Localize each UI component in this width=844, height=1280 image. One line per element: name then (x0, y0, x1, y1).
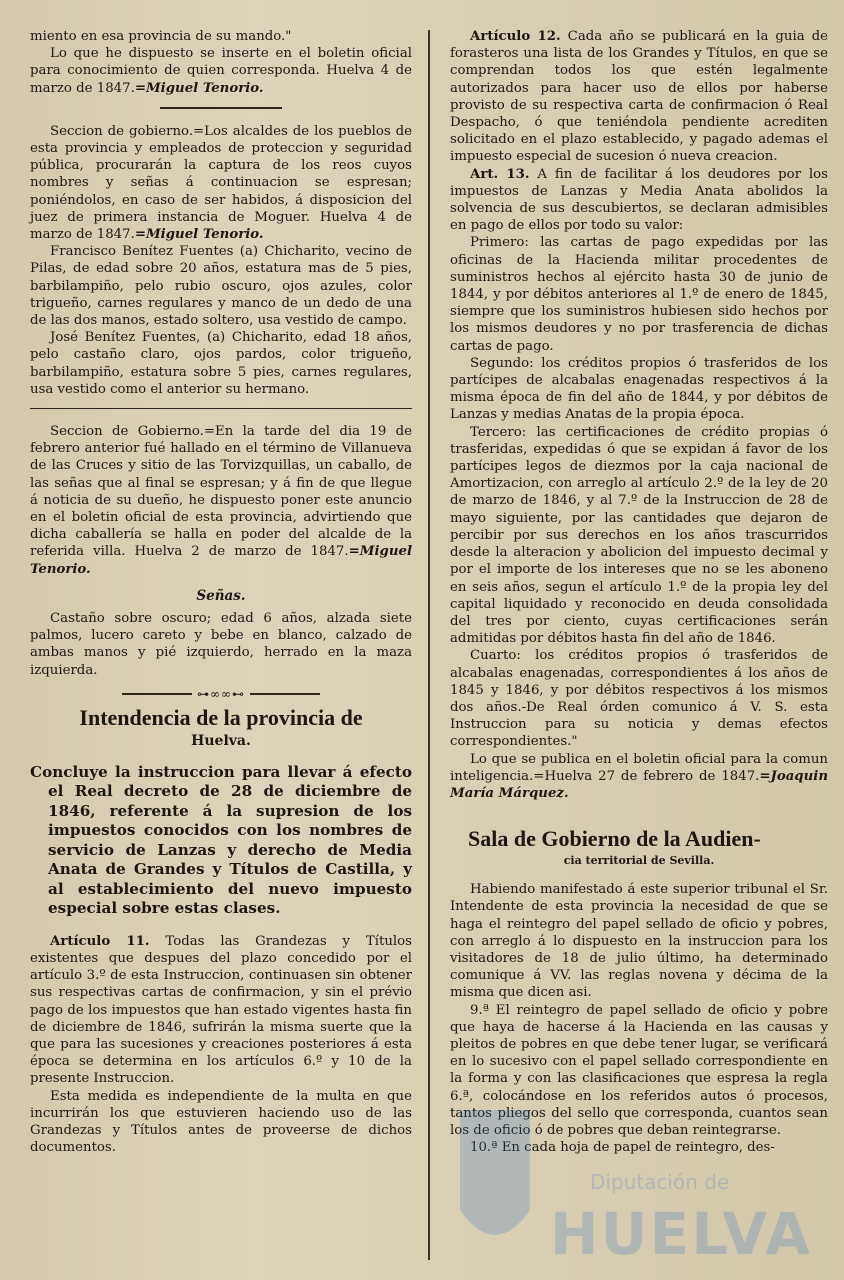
signature: =Miguel Tenorio. (30, 544, 412, 577)
signature: =Joaquin María Márquez. (450, 768, 828, 801)
ornament-divider (30, 687, 412, 701)
paragraph-primero: Primero: las cartas de pago expedidas por las oficinas de la Hacienda militar procedentes de suministros hechos al ejército hasta 30 de junio de 1844, y por débitos anteriores al 1.º de enero de 1845, siempre que los suministros hubiesen sido hechos por los mismos deudores y no por trasferencia de dichas cartas de pago. (450, 235, 828, 354)
paragraph-notice: Lo que he dispuesto se inserte en el boletin oficial para conocimiento de quien corresponda. Huelva 4 de marzo de 1847.=Miguel Tenorio. (30, 46, 412, 96)
paragraph-regla-9: 9.ª El reintegro de papel sellado de oficio y pobre que haya de hacerse á la Hacienda en las causas y pleitos de pobres en que debe tener lugar, se verificará en lo sucesivo con el papel sellado correspondiente en la forma y con las clasificaciones que espresa la regla 6.ª, colocándose en los referidos autos ó procesos, tantos pliegos del sello que corresponda, cuantos sean los de oficio ó de pobres que deban reintegrarse. (450, 1002, 828, 1138)
article-label: Artículo 12. (470, 29, 561, 44)
watermark-small-text: Diputación de (590, 1170, 730, 1194)
separator-rule (30, 408, 412, 409)
separator-rule (160, 107, 282, 109)
column-divider (428, 30, 430, 1260)
paragraph-reo-francisco: Francisco Benítez Fuentes (a) Chicharito, vecino de Pilas, de edad sobre 20 años, estatura mas de 5 pies, barbilampiño, pelo rubio oscuro, ojos azules, color trigueño, carnes regulares y manco de un dedo de una de las dos manos, estado soltero, usa vestido de campo. (30, 244, 412, 329)
paragraph-articulo-13: Art. 13. A fin de facilitar á los deudores por los impuestos de Lanzas y Media Anata abolidos la solvencia de sus descubiertos, se declaran admisibles en pago de ellos por todo su valor: (450, 166, 829, 234)
continuation-line: miento en esa provincia de su mando." (30, 29, 292, 44)
paragraph-articulo-12: Artículo 12. Cada año se publicará en la guia de forasteros una lista de los Grandes y Títulos, en que se comprendan todos los que estén legalmente autorizados para hacer uso de ellos por haberse provisto de su respectiva carta de confirmacion ó Real Despacho, ó que teniéndola pendiente acrediten solicitado en el plazo establecido, y pagado ademas el impuesto especial de sucesion ó nueva creacion. (450, 29, 828, 165)
left-column (30, 28, 412, 1156)
paragraph-seccion-caballo: Seccion de Gobierno.=En la tarde del dia 19 de febrero anterior fué hallado en el término de Villanueva de las Cruces y sitio de las Torvizquillas, un caballo, de las señas que al final se espresan; y á fin de que llegue á noticia de su dueño, he dispuesto poner este anuncio en el boletin oficial de esta provincia, advirtiendo que dicha caballería se halla en poder del alcalde de la referida villa. Huelva 2 de marzo de 1847.=Miguel Tenorio. (30, 424, 412, 577)
paragraph-reo-jose: José Benítez Fuentes, (a) Chicharito, edad 18 años, pelo castaño claro, ojos pardos, color trigueño, barbilampiño, estatura sobre 5 pies, carnes regulares, usa vestido como el anterior su hermano. (30, 330, 412, 397)
paragraph-sala: Habiendo manifestado á este superior tribunal el Sr. Intendente de esta provincia la necesidad de que se haga el reintegro del papel sellado de oficio y pobres, con arreglo á lo dispuesto en la instruccion para los visitadores de 18 de julio último, ha determinado comunique á VV. las reglas novena y décima de la misma que dicen asi. (450, 882, 828, 1001)
intendencia-title: Intendencia de la provincia de (79, 704, 363, 730)
paragraph-regla-10: 10.ª En cada hoja de papel de reintegro, des- (470, 1140, 775, 1156)
paragraph-cuarto: Cuarto: los créditos propios ó trasferidos de alcabalas enagenadas, correspondientes á los años de 1845 y 1846, y por débitos respectivos á los mismos dos años.-De Real órden comunico á V. S. esta Instruccion para su noticia y demas efectos correspondientes." (450, 648, 828, 750)
watermark-text: HUELVA (550, 1200, 813, 1268)
instruccion-heading: Concluye la instruccion para llevar á efecto el Real decreto de 28 de diciembre de 1846, referente á la supresion de los impuestos conocidos con los nombres de servicio de Lanzas y derecho de Media Anata de Grandes y Títulos de Castilla, y al establecimiento del nuevo impuesto especial sobre estas clases. (30, 762, 412, 918)
ornament-glyph: ⊶∞∞⊷ (197, 686, 245, 701)
paragraph-senas: Castaño sobre oscuro; edad 6 años, alzada siete palmos, lucero careto y bebe en blanco, calzado de ambas manos y pié izquierdo, herrado en la maza izquierda. (30, 610, 412, 678)
sala-gobierno-title: Sala de Gobierno de la Audien- (468, 826, 761, 852)
signature: =Miguel Tenorio. (134, 227, 264, 243)
paragraph-tercero: Tercero: las certificaciones de crédito propias ó trasferidas, expedidas ó que se expidan á favor de los partícipes legos de diezmos por la caja nacional de Amortizacion, con arreglo al artículo 2.º de la ley de 20 de marzo de 1846, y al 7.º de la Instruccion de 28 de mayo siguiente, por las cantidades que dejaron de percibir por sus derechos en los años trascurridos desde la alteracion y abolicion del impuesto decimal y por el importe de los intereses que no se les aboneno en seis años, segun el artículo 1.º de la propia ley del capital liquidado y reconocido en deuda consolidada del tres por ciento, cuyas certificaciones serán admitidas por débitos hasta fin del año de 1846. (450, 424, 828, 647)
sala-gobierno-subtitle: cia territorial de Sevilla. (563, 854, 715, 868)
article-label: Art. 13. (470, 166, 530, 182)
right-column (450, 28, 828, 1156)
signature: =Miguel Tenorio. (134, 80, 264, 96)
paragraph-segundo: Segundo: los créditos propios ó trasferidos de los partícipes de alcabalas enagenadas respectivos á la misma época de fin del año de 1844, y por débitos de Lanzas y medias Anatas de la propia época. (450, 355, 828, 423)
paragraph-articulo-11-b: Esta medida es independiente de la multa en que incurrirán los que estuvieren haciendo uso de las Grandezas y Títulos antes de proveerse de dichos documentos. (30, 1088, 412, 1156)
paragraph-seccion-gobierno: Seccion de gobierno.=Los alcaldes de los pueblos de esta provincia y empleados de proteccion y seguridad pública, procurarán la captura de los reos cuyos nombres y señas á continuacion se espresan; poniéndolos, en caso de ser habidos, á disposicion del juez de primera instancia de Moguer. Huelva 4 de marzo de 1847.=Miguel Tenorio. (30, 123, 412, 243)
paragraph-articulo-11: Artículo 11. Todas las Grandezas y Títulos existentes que despues del plazo concedido por el artículo 3.º de esta Instruccion, continuasen sin obtener sus respectivas cartas de confirmacion, y sin el prévio pago de los impuestos que han estado vigentes hasta fin de diciembre de 1846, sufrirán la misma suerte que la que para las sucesiones y creaciones posteriores á esta época se determina en los artículos 6.º y 10 de la presente Instruccion. (30, 933, 413, 1087)
paragraph-publica: Lo que se publica en el boletin oficial para la comun inteligencia.=Huelva 27 de febrero de 1847.=Joaquin María Márquez. (450, 751, 828, 801)
intendencia-subtitle: Huelva. (191, 732, 251, 749)
article-label: Artículo 11. (50, 933, 150, 949)
senas-title: Señas. (196, 587, 246, 604)
